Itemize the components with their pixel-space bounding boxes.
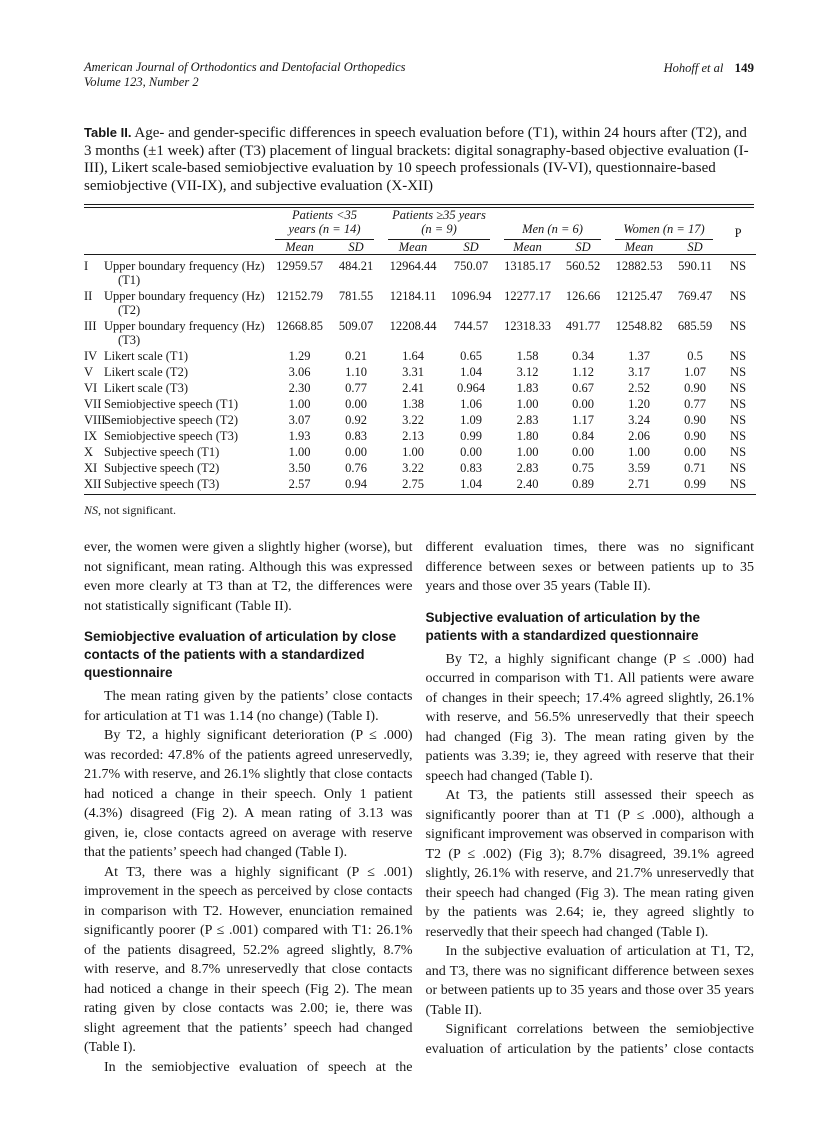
table-cell: 12184.11 (389, 289, 437, 303)
table-row (84, 396, 756, 412)
table-cell: 12964.44 (389, 259, 437, 273)
table-label: Table II. (84, 125, 132, 140)
table-cell: 2.75 (402, 477, 424, 491)
table-cell: 13185.17 (504, 259, 551, 273)
table-cell: 0.77 (345, 381, 367, 395)
table-cell: 0.21 (345, 349, 367, 363)
table-cell: 1.07 (684, 365, 706, 379)
table-cell: 0.00 (345, 397, 367, 411)
table-row (84, 364, 756, 380)
table-cell: 1.64 (402, 349, 424, 363)
row-number: VII (84, 397, 102, 411)
column-group-4 (608, 208, 720, 240)
sd-header: SD (463, 240, 479, 254)
table-cell: 0.00 (345, 445, 367, 459)
p-value-cell: NS (730, 289, 747, 303)
table-cell: 2.30 (288, 381, 311, 395)
table-cell: 1.37 (628, 349, 650, 363)
table-cell: 1.04 (460, 365, 482, 379)
section-heading: Semiobjective evaluation of articulation by close contacts of the patients with a standardized questionnaire (84, 629, 397, 680)
table-cell: 685.59 (677, 319, 713, 333)
table-cell: 2.40 (516, 477, 539, 491)
row-number: X (84, 445, 94, 459)
mean-header: Mean (285, 240, 314, 254)
row-number: II (84, 289, 93, 303)
row-label: Semiobjective speech (T1) (104, 397, 238, 411)
table-cell: 1.38 (402, 397, 424, 411)
header-row-subheaders (84, 240, 756, 255)
table-cell: 0.65 (460, 349, 482, 363)
table-cell: 3.59 (628, 461, 650, 475)
table-cell: 509.07 (338, 319, 374, 333)
table-cell: 1.00 (628, 445, 650, 459)
column-group-header: Patients <35 years (n = 14) (275, 208, 374, 240)
row-number: V (84, 365, 94, 379)
row-label: Upper boundary frequency (Hz) (T3) (104, 319, 265, 347)
page-number: 149 (734, 60, 754, 75)
row-number: IX (84, 429, 98, 443)
table-cell: 1.83 (516, 381, 539, 395)
table-cell: 1.00 (402, 445, 424, 459)
table-cell: 484.21 (338, 259, 374, 273)
table-row (84, 476, 756, 495)
table-cell: 12959.57 (276, 259, 323, 273)
subheader-stub (84, 240, 268, 255)
table-cell: 3.22 (402, 413, 424, 427)
body-paragraph: In the semiobjective evaluation of speech at the (104, 1059, 413, 1075)
table-row (84, 380, 756, 396)
mean-header: Mean (624, 240, 654, 254)
p-value-cell: NS (730, 259, 747, 273)
body-text (84, 538, 754, 1077)
table-cell: 0.90 (684, 381, 706, 395)
table-row (84, 444, 756, 460)
table-cell: 0.5 (687, 349, 703, 363)
section-heading: Subjective evaluation of articulation by the patients with a standardized questionnaire (425, 609, 701, 643)
table-cell: 0.67 (572, 381, 594, 395)
table-row (84, 428, 756, 444)
table-row (84, 318, 756, 348)
table-row (84, 255, 756, 289)
table-cell: 2.52 (628, 381, 650, 395)
row-number: I (84, 259, 89, 273)
p-value-cell: NS (730, 397, 747, 411)
table-cell: 3.31 (402, 365, 424, 379)
p-column-header: P (734, 226, 742, 240)
table-cell: 1.12 (572, 365, 594, 379)
table-cell: 1.00 (516, 445, 539, 459)
table-cell: 3.50 (288, 461, 311, 475)
table-cell: 126.66 (565, 289, 601, 303)
p-value-cell: NS (730, 477, 747, 491)
column-group-header: Women (n = 17) (615, 222, 713, 240)
results-table (84, 208, 756, 495)
table-cell: 0.92 (345, 413, 367, 427)
table-cell: 0.34 (572, 349, 594, 363)
table-cell: 1.09 (460, 413, 482, 427)
table-cell: 0.94 (345, 477, 367, 491)
body-paragraph: By T2, a highly significant deterioration (P ≤ .000) was recorded: 47.8% of the patients agreed unreservedly, 21.7% with reserve, and 26.1% slightly that close contacts had noticed a change in their speech. Only 1 patient (4.3%) disagreed (Fig 2). A mean rating of 3.13 was given, ie, close contacts agreed on average with reserve that the patients’ speech had changed (Table I). (84, 728, 413, 860)
table-row (84, 460, 756, 476)
sd-header: SD (575, 240, 591, 254)
column-group-3 (497, 208, 608, 240)
table-body (84, 255, 756, 495)
p-value-cell: NS (730, 319, 747, 333)
table-cell: 1.17 (572, 413, 594, 427)
table-cell: 3.17 (628, 365, 650, 379)
table-cell: 1.20 (628, 397, 650, 411)
table-cell: 2.71 (628, 477, 650, 491)
row-label: Subjective speech (T3) (104, 477, 220, 491)
table-cell: 744.57 (453, 319, 489, 333)
journal-title: American Journal of Orthodontics and Dentofacial Orthopedics (84, 60, 406, 74)
table-cell: 1.00 (288, 397, 311, 411)
table-cell: 3.24 (628, 413, 650, 427)
left-column (84, 538, 413, 1077)
table-cell: 0.00 (572, 397, 594, 411)
table-cell: 0.75 (572, 461, 594, 475)
table-footnote (84, 503, 754, 518)
table-cell: 12277.17 (504, 289, 551, 303)
table-cell: 0.00 (572, 445, 594, 459)
table-cell: 2.13 (402, 429, 424, 443)
body-paragraph: The mean rating given by the patients’ close contacts for articulation at T1 was 1.14 (no change) (Table I). (84, 689, 413, 724)
row-number: XII (84, 477, 102, 491)
column-group-1 (268, 208, 381, 240)
table-cell: 0.00 (684, 445, 706, 459)
table-row (84, 288, 756, 318)
row-number: IV (84, 349, 98, 363)
table-cell: 2.41 (402, 381, 424, 395)
row-label: Likert scale (T3) (104, 381, 188, 395)
p-value-cell: NS (730, 445, 747, 459)
table-head (84, 208, 756, 255)
table-cell: 0.83 (345, 429, 367, 443)
table-cell: 12208.44 (389, 319, 437, 333)
table-cell: 1.00 (288, 445, 311, 459)
running-head (84, 60, 754, 90)
table-cell: 0.77 (684, 397, 706, 411)
body-paragraph: different evaluation times, there was no significant difference between sexes or between patients up to 35 years and those over 35 years (Table II). (425, 540, 754, 594)
table-cell: 12152.79 (276, 289, 323, 303)
table-cell: 12125.47 (615, 289, 663, 303)
table-cell: 12318.33 (504, 319, 551, 333)
body-paragraph: Significant correlations between the semiobjective evaluation of articulation by the patients’ close contacts (425, 1022, 754, 1057)
table-cell: 0.00 (460, 445, 482, 459)
table-cell: 0.83 (460, 461, 482, 475)
column-group-header: Patients ≥35 years (n = 9) (388, 208, 490, 240)
p-value-cell: NS (730, 461, 747, 475)
table-row (84, 412, 756, 428)
sd-header: SD (687, 240, 703, 254)
table-cell: 1096.94 (450, 289, 492, 303)
table-cell: 1.80 (516, 429, 539, 443)
table-corner (84, 208, 268, 240)
table-cell: 3.07 (288, 413, 311, 427)
table-cell: 1.93 (288, 429, 311, 443)
table-cell: 0.84 (572, 429, 594, 443)
p-subheader-empty (720, 240, 756, 255)
row-number: III (84, 319, 97, 333)
table-caption (84, 124, 754, 195)
table-cell: 2.83 (516, 461, 539, 475)
mean-header: Mean (398, 240, 428, 254)
table-cell: 3.12 (516, 365, 539, 379)
table-cell: 1.04 (460, 477, 482, 491)
table-cell: 769.47 (677, 289, 713, 303)
p-value-cell: NS (730, 429, 747, 443)
body-paragraph: At T3, the patients still assessed their speech as significantly poorer than at T1 (P ≤ .000), although a significant improvement was observed in comparison with T2 (P ≤ .002) (Fig 3); 8.7% disagreed, 39.1% agreed slightly, 26.1% with reserve, and 21.7% unreservedly that their speech had changed (Fig 3). The mean rating given by the patients was 2.64; ie, they agreed slightly to reservedly that their speech had changed (Table I). (425, 788, 754, 940)
table-cell: 750.07 (453, 259, 489, 273)
table-cell: 3.06 (288, 365, 311, 379)
row-label: Subjective speech (T2) (104, 461, 220, 475)
body-paragraph: In the subjective evaluation of articulation at T1, T2, and T3, there was no significant difference between sexes or between patients up to 35 years and those over 35 years (Table II). (425, 944, 754, 1018)
right-column (426, 538, 755, 1077)
table-cell: 0.90 (684, 413, 706, 427)
row-label: Likert scale (T2) (104, 365, 188, 379)
table-cell: 1.10 (345, 365, 367, 379)
footnote-abbr: NS (84, 503, 99, 517)
table-cell: 1.06 (460, 397, 482, 411)
table-cell: 12882.53 (615, 259, 663, 273)
table-cell: 590.11 (678, 259, 712, 273)
table-cell: 0.89 (572, 477, 594, 491)
column-group-header: Men (n = 6) (504, 222, 601, 240)
row-label: Upper boundary frequency (Hz) (T1) (104, 259, 265, 287)
journal-info (84, 60, 406, 90)
p-value-cell: NS (730, 349, 747, 363)
table-row (84, 348, 756, 364)
table-cell: 2.06 (628, 429, 650, 443)
authors: Hohoff et al (663, 61, 724, 75)
table-cell: 2.57 (288, 477, 311, 491)
table-cell: 781.55 (338, 289, 374, 303)
body-paragraph: By T2, a highly significant change (P ≤ .000) had occurred in comparison with T1. All patients were aware of changes in their speech; 17.4% agreed slightly, 26.1% with reserve, and 56.5% unreservedly that their speech had changed (Fig 3). The mean rating given by the patients was 3.39; ie, they agreed with reserve that their speech had changed (Table I). (425, 651, 754, 784)
body-paragraph: ever, the women were given a slightly higher (worse), but not significant, mean rating. Although this was expressed even more clearly at T3 than at T2, the differences were not statistically significant (Table II). (84, 540, 413, 614)
table-cell: 0.76 (345, 461, 367, 475)
table-cell: 0.71 (684, 461, 706, 475)
p-value-cell: NS (730, 365, 747, 379)
footnote-text: , not significant. (98, 503, 177, 517)
row-label: Semiobjective speech (T3) (104, 429, 238, 443)
table-cell: 1.29 (288, 349, 311, 363)
authors-page (664, 60, 754, 76)
table-cell: 2.83 (516, 413, 539, 427)
table-cell: 560.52 (565, 259, 601, 273)
table-cell: 1.00 (516, 397, 539, 411)
row-label: Likert scale (T1) (104, 349, 188, 363)
body-paragraph: At T3, there was a highly significant (P ≤ .001) improvement in the speech as perceived by close contacts in comparison with T2. However, enunciation remained significantly poorer (P ≤ .001) compared with T1: 26.1% of the patients disagreed, 52.2% agreed slightly, 8.7% with reserve, and 8.7% unreservedly that close contacts had noticed a change in their speech (Fig 2). The mean rating given by close contacts was 2.00; ie, there was slight agreement that the patients’ speech had changed (Table I). (84, 864, 413, 1055)
p-value-cell: NS (730, 413, 747, 427)
table-caption-text: Age- and gender-specific differences in speech evaluation before (T1), within 24 hours after (T2), and 3 months (±1 week) after (T3) placement of lingual brackets: digital sonagraphy-based objective evaluation (I-III), Likert scale-based semiobjective evaluation by 10 speech professionals (IV-VI), questionnaire-based semiobjective (VII-IX), and subjective evaluation (X-XII) (84, 125, 749, 194)
table-cell: 0.99 (460, 429, 482, 443)
table-cell: 1.58 (516, 349, 539, 363)
table-cell: 3.22 (402, 461, 424, 475)
table-cell: 491.77 (565, 319, 601, 333)
table-cell: 12548.82 (615, 319, 663, 333)
journal-volume: Volume 123, Number 2 (84, 75, 199, 89)
row-label: Subjective speech (T1) (104, 445, 220, 459)
row-number: XI (84, 461, 98, 475)
p-value-cell: NS (730, 381, 747, 395)
row-number: VI (84, 381, 98, 395)
table-cell: 0.90 (684, 429, 706, 443)
table-cell: 0.964 (456, 381, 486, 395)
sd-header: SD (348, 240, 364, 254)
table-cell: 12668.85 (276, 319, 323, 333)
column-group-2 (381, 208, 497, 240)
row-label: Semiobjective speech (T2) (104, 413, 238, 427)
mean-header: Mean (513, 240, 542, 254)
row-label: Upper boundary frequency (Hz) (T2) (104, 289, 265, 317)
table-cell: 0.99 (684, 477, 706, 491)
header-row-groups (84, 208, 756, 240)
row-number: VIII (84, 413, 106, 427)
